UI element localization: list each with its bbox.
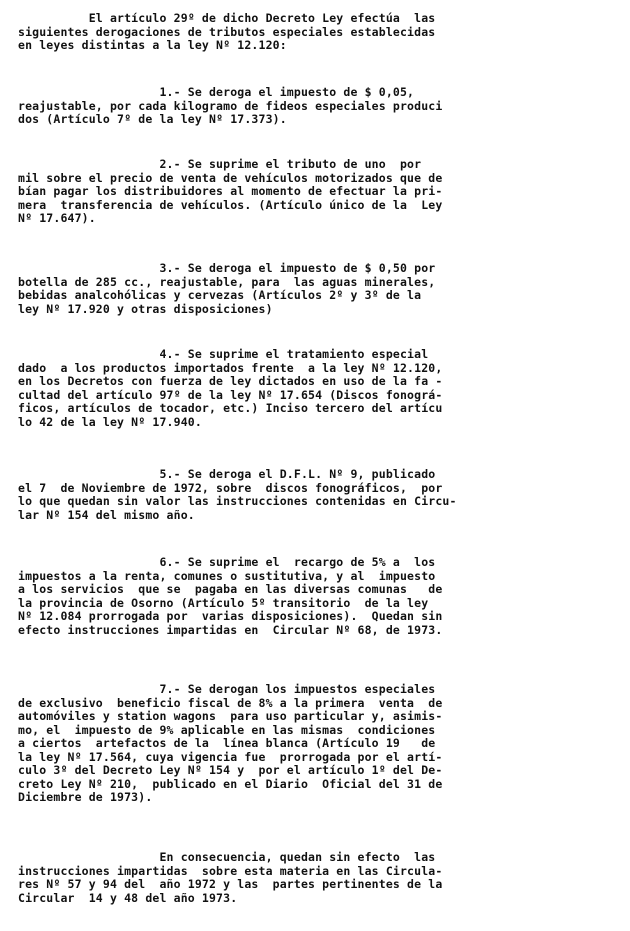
conclusion-paragraph: En consecuencia, quedan sin efecto las instrucciones impartidas sobre esta materia en las Circula- res Nº 57 y 94 del año 1972 y las partes pertinentes de la Circular 14 y 48 del año 1973.: [18, 850, 443, 905]
item-1-paragraph: 1.- Se deroga el impuesto de $ 0,05, reajustable, por cada kilogramo de fideos especiales produci dos (Artículo 7º de la ley Nº 17.373).: [18, 85, 443, 126]
item-5-paragraph: 5.- Se deroga el D.F.L. Nº 9, publicado el 7 de Noviembre de 1972, sobre discos fonográficos, por lo que quedan sin valor las instrucciones contenidas en Circu- lar Nº 154 del mismo año.: [18, 467, 457, 522]
item-6-paragraph: 6.- Se suprime el recargo de 5% a los impuestos a la renta, comunes o sustitutiva, y al impuesto a los servicios que se pagaba en las diversas comunas de la provincia de Osorno (Artículo 5º transitorio de la ley Nº 12.084 prorrogada por varias disposiciones). Quedan sin efecto instrucciones impartidas en Circular Nº 68, de 1973.: [18, 555, 443, 637]
intro-paragraph: El artículo 29º de dicho Decreto Ley efectúa las siguientes derogaciones de tributos especiales establecidas en leyes distintas a la ley Nº 12.120:: [18, 11, 436, 52]
item-2-paragraph: 2.- Se suprime el tributo de uno por mil sobre el precio de venta de vehículos motorizados que de bían pagar los distribuidores al momento de efectuar la pri- mera transferencia de vehículos. (Artículo único de la Ley Nº 17.647).: [18, 157, 443, 225]
item-7-paragraph: 7.- Se derogan los impuestos especiales de exclusivo beneficio fiscal de 8% a la primera venta de automóviles y station wagons para uso particular y, asimis- mo, el impuesto de 9% aplicable en las mismas condiciones a ciertos artefactos de la línea blanca (Artículo 19 de la ley Nº 17.564, cuya vigencia fue prorrogada por el artí- culo 3º del Decreto Ley Nº 154 y por el artículo 1º del De- creto Ley Nº 210, publicado en el Diario Oficial del 31 de Diciembre de 1973).: [18, 682, 443, 804]
item-4-paragraph: 4.- Se suprime el tratamiento especial dado a los productos importados frente a la ley Nº 12.120, en los Decretos con fuerza de ley dictados en uso de la fa - cultad del artículo 97º de la ley Nº 17.654 (Discos fonográ- ficos, artículos de tocador, etc.) Inciso tercero del artícu lo 42 de la ley Nº 17.940.: [18, 347, 443, 429]
item-3-paragraph: 3.- Se deroga el impuesto de $ 0,50 por botella de 285 cc., reajustable, para las aguas minerales, bebidas analcohólicas y cervezas (Artículos 2º y 3º de la ley Nº 17.920 y otras disposiciones): [18, 261, 436, 316]
